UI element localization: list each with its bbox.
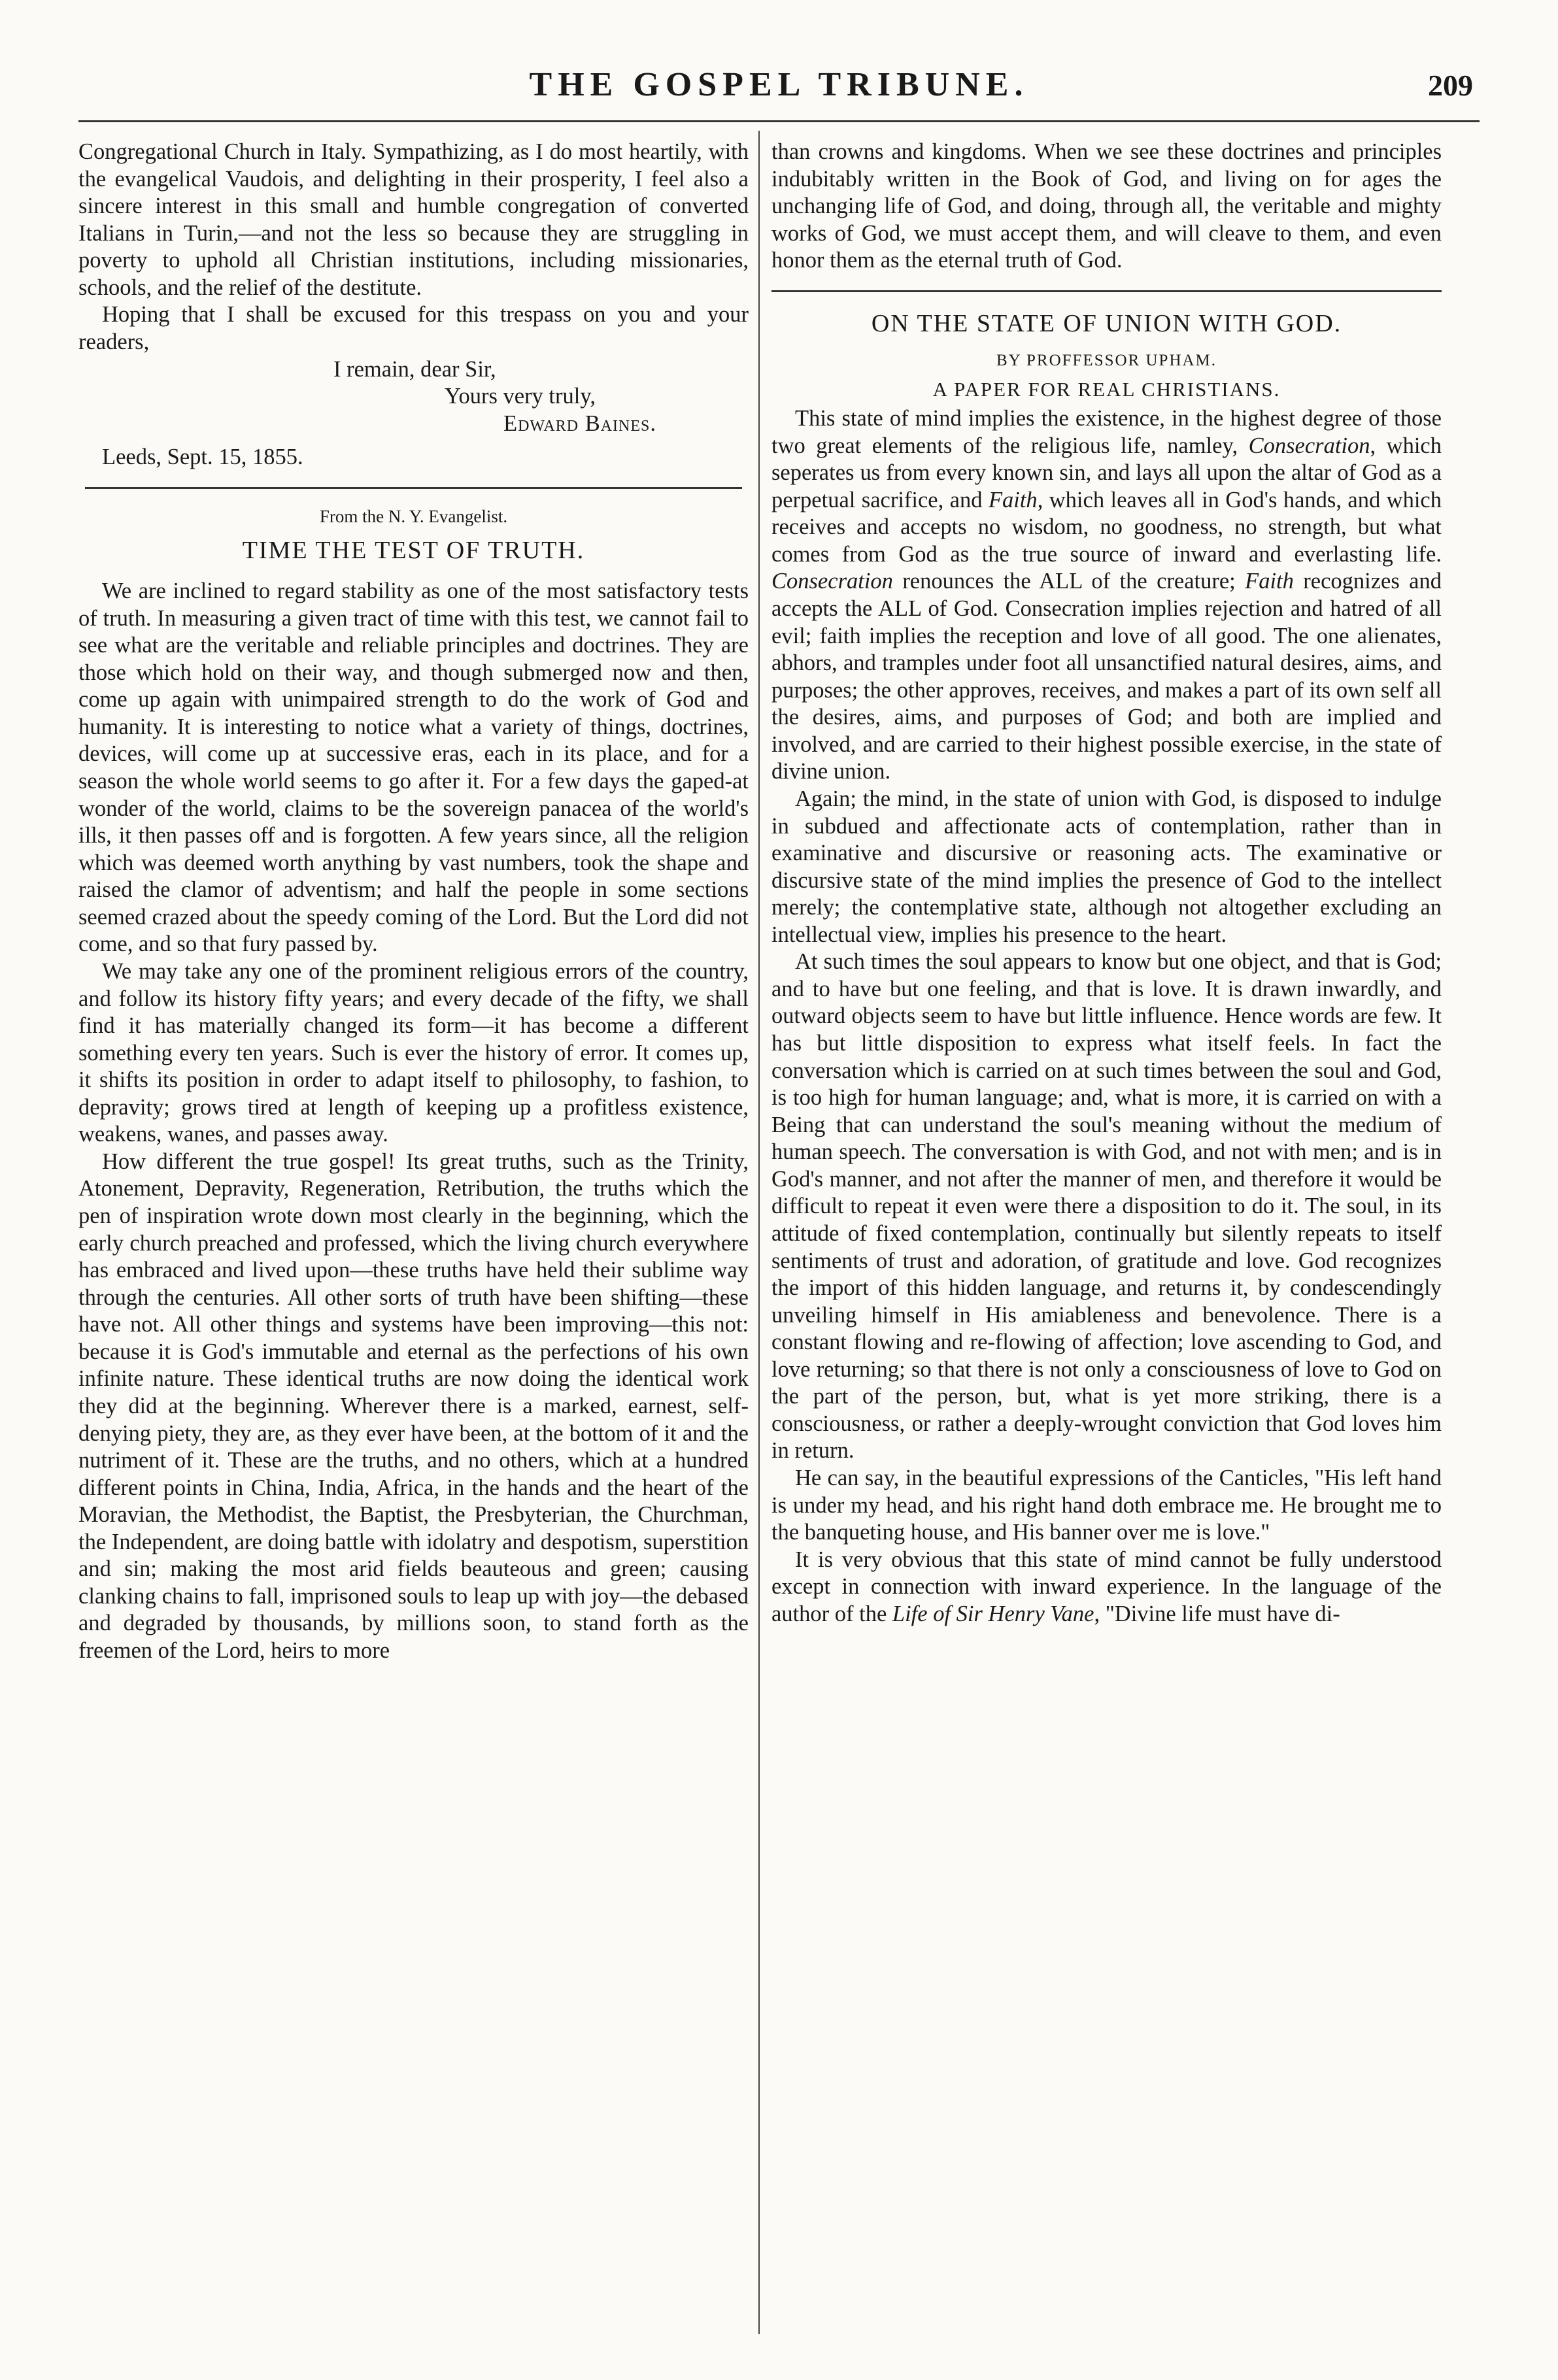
- article-paragraph: [771, 1547, 1442, 1628]
- letter-paragraph: Hoping that I shall be excused for this trespass on you and your readers,: [78, 302, 749, 354]
- article-paragraph: At such times the soul appears to know but one object, and that is God; and to have but one feeling, and that is love. It is drawn inwardly, and outward objects seem to have but little influence. Hence words are few. It has but little disposition to express what itself feels. In fact the conversation which is carried on at such times between the soul and God, is too high for human language; and, what is more, it is carried on with a Being that can understand the soul's meaning without the medium of human speech. The conversation is with God, and not with men; and is in God's manner, and not after the manner of men, and therefore it would be difficult to repeat it even were there a disposition to do it. The soul, in its attitude of fixed contemplation, continually but silently repeats to itself sentiments of trust and adoration, of gratitude and love. God recognizes the import of this hidden language, and returns it, by condescendingly unveiling himself in His amiableness and benevolence. There is a constant flowing and re-flowing of affection; love ascending to God, and love returning; so that there is not only a consciousness of love to God on the part of the person, but, what is yet more striking, there is a consciousness, or rather a deeply-wrought conviction that God loves him in return.: [771, 949, 1442, 1464]
- article-paragraph: He can say, in the beautiful expressions of the Canticles, "His left hand is under my head, and his right hand doth embrace me. He brought me to the banqueting house, and His banner over me is love.": [771, 1466, 1442, 1545]
- section-rule: [771, 290, 1442, 292]
- italic-term: Consecration: [1248, 433, 1370, 458]
- text-run: recognizes and accepts the ALL of God. Consecration implies rejection and hatred of all evil; faith implies the reception and love of all good. The one alienates, abhors, and tramples under foot all unsanctified natural desires, aims, and purposes; the other approves, receives, and makes a part of its own self all the desires, aims, and purposes of God; and both are implied and involved, and are carried to their highest possible exercise, in the state of divine union.: [771, 569, 1442, 784]
- text-run: This state of mind implies the existence, in the highest degree of those two great elements of the religious life, namley,: [771, 406, 1442, 458]
- letter-closing: I remain, dear Sir,: [333, 356, 496, 382]
- article-title: TIME THE TEST OF TRUTH.: [242, 537, 585, 565]
- page-number: 209: [1428, 69, 1473, 102]
- text-run: renounces the ALL of the creature;: [892, 569, 1245, 594]
- running-head: [78, 65, 1480, 111]
- article-paragraph: We are inclined to regard stability as one of the most satisfactory tests of truth. In measuring a given tract of time with this test, we cannot fail to see what are the veritable and reliable principles and doctrines. They are those which hold on their way, and though submerged now and then, come up again with unimpaired strength to do the work of God and humanity. It is interesting to notice what a variety of things, doctrines, devices, will come up at successive eras, each in its place, and for a season the whole world seems to go after it. For a few days the gaped-at wonder of the world, claims to be the sovereign panacea of the world's ills, it then passes off and is forgotten. A few years since, all the religion which was deemed worth anything by vast numbers, took the shape and raised the clamor of adventism; and half the people in some sections seemed crazed about the speedy coming of the Lord. But the Lord did not come, and so that fury passed by.: [78, 578, 749, 957]
- article-paragraph: [771, 405, 1442, 786]
- article-byline: BY PROFFESSOR UPHAM.: [996, 351, 1217, 369]
- running-title: THE GOSPEL TRIBUNE.: [529, 66, 1029, 103]
- italic-term: Faith: [1245, 569, 1294, 594]
- italic-term: Consecration: [771, 569, 893, 594]
- article-paragraph: Again; the mind, in the state of union with God, is disposed to indulge in subdued and affectionate acts of contemplation, rather than in examinative and discursive or reasoning acts. The examinative or discursive state of the mind implies the presence of God to the intellect merely; the contemplative state, although not altogether excluding an intellectual view, implies his presence to the heart.: [771, 786, 1442, 947]
- article-paragraph: than crowns and kingdoms. When we see these doctrines and principles indubitably written in the Book of God, and living on for ages the unchanging life of God, and doing, through all, the veritable and mighty works of God, we must accept them, and will cleave to them, and even honor them as the eternal truth of God.: [771, 139, 1442, 273]
- letter-signature: Edward Baines.: [503, 411, 656, 436]
- letter-closing: Yours very truly,: [445, 384, 596, 409]
- article-paragraph: How different the true gospel! Its great truths, such as the Trinity, Atonement, Depravity, Regeneration, Retribution, the truths which the pen of inspiration wrote down most clearly in the beginning, which the early church preached and professed, which the living church everywhere has embraced and lived upon—these truths have held their sublime way through the centuries. All other sorts of truth have been shifting—these have not. All other things and systems have been improving—this not: because it is God's immutable and eternal as the perfections of his own infinite nature. These identical truths are now doing the identical work they did at the beginning. Wherever there is a marked, earnest, self-denying piety, they are, as they ever have been, at the bottom of it and the nutriment of it. These are the truths, and no others, which at a hundred different points in China, India, Africa, in the hands and the heart of the Moravian, the Methodist, the Baptist, the Presbyterian, the Churchman, the Independent, are doing battle with idolatry and despotism, superstition and sin; making the most arid fields beauteous and green; causing clanking chains to fall, imprisoned souls to leap up with joy—the debased and degraded by thousands, by millions soon, to stand forth as the freemen of the Lord, heirs to more: [78, 1148, 749, 1663]
- column-divider: [758, 131, 760, 2334]
- article-title: ON THE STATE OF UNION WITH GOD.: [871, 309, 1342, 337]
- letter-paragraph: Congregational Church in Italy. Sympathizing, as I do most heartily, with the evangelical Vaudois, and delighting in their prosperity, I feel also a sincere interest in this small and humble congregation of converted Italians in Turin,—and not the less so because they are struggling in poverty to uphold all Christian institutions, including missionaries, schools, and the relief of the destitute.: [78, 139, 749, 300]
- letter-dateline: Leeds, Sept. 15, 1855.: [102, 444, 303, 470]
- header-rule: [78, 120, 1480, 122]
- article-source: From the N. Y. Evangelist.: [319, 506, 508, 526]
- right-column: [771, 139, 1442, 2341]
- text-run: , which leaves all in God's hands, and which receives and accepts no wisdom, no goodness, no strength, but what comes from God as the true source of inward and everlasting life.: [771, 487, 1442, 567]
- left-column: [78, 139, 749, 2341]
- text-run: It is very obvious that this state of mind cannot be fully understood except in connection with inward experience. In the language of the author of the: [771, 1547, 1442, 1626]
- section-rule: [85, 487, 742, 489]
- article-subtitle: A PAPER FOR REAL CHRISTIANS.: [932, 377, 1281, 401]
- italic-title: Life of Sir Henry Vane: [892, 1601, 1094, 1626]
- text-run: , which seperates us from every known sin, and lays all upon the altar of God as a perpetual sacrifice, and: [771, 433, 1442, 512]
- text-run: , "Divine life must have di-: [1094, 1601, 1340, 1626]
- article-paragraph: We may take any one of the prominent religious errors of the country, and follow its history fifty years; and every decade of the fifty, we shall find it has materially changed its form—it has become a different something every ten years. Such is ever the history of error. It comes up, it shifts its position in order to adapt itself to philosophy, to fashion, to depravity; grows tired at length of keeping up a profitless existence, weakens, wanes, and passes away.: [78, 958, 749, 1147]
- italic-term: Faith: [988, 487, 1038, 512]
